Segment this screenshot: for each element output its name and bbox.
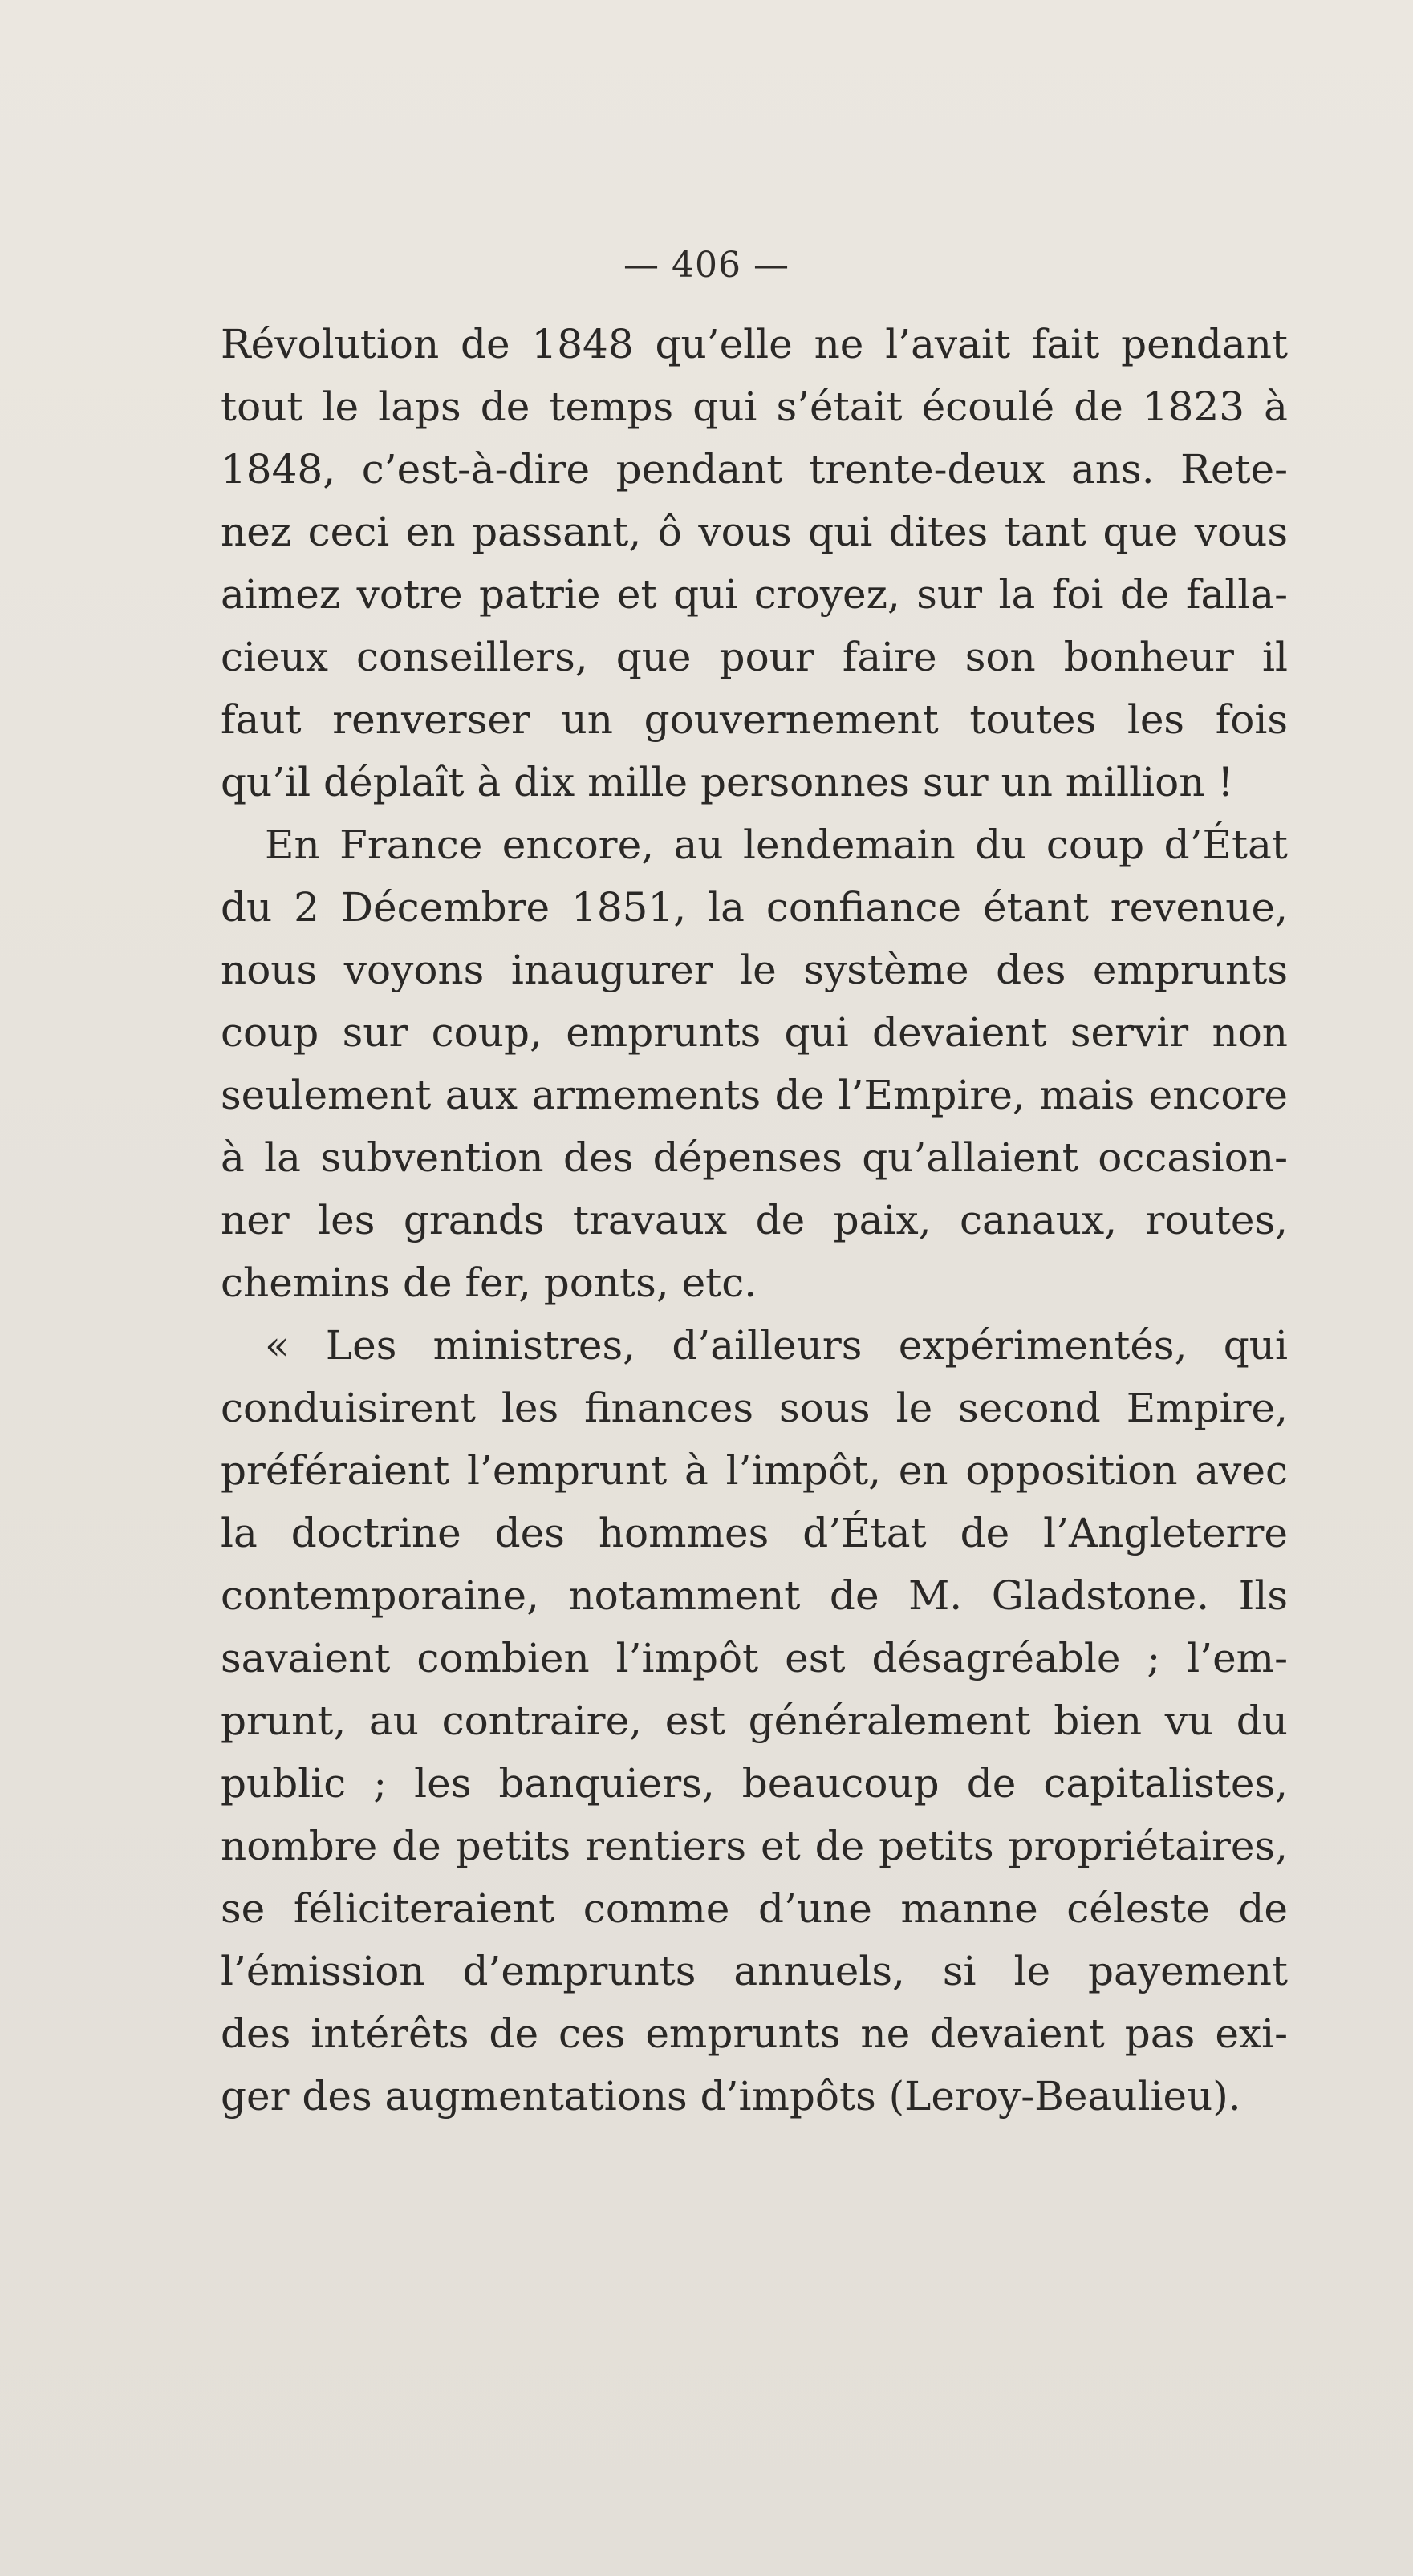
- text-line: prunt, au contraire, est généralement bien vu du: [221, 1698, 1288, 1744]
- text-line: contemporaine, notamment de M. Gladstone. Ils: [221, 1572, 1288, 1619]
- text-line: aimez votre patrie et qui croyez, sur la foi de falla-: [221, 571, 1288, 618]
- text-line: 1848, c’est-à-dire pendant trente-deux ans. Rete-: [221, 446, 1288, 493]
- text-line: ner les grands travaux de paix, canaux, routes,: [221, 1197, 1288, 1243]
- text-line: à la subvention des dépenses qu’allaient occasion-: [221, 1134, 1288, 1181]
- text-line: nous voyons inaugurer le système des emprunts: [221, 947, 1288, 993]
- text-line: « Les ministres, d’ailleurs expérimentés, qui: [265, 1322, 1288, 1369]
- text-line: public ; les banquiers, beaucoup de capitalistes,: [221, 1760, 1288, 1807]
- text-line: savaient combien l’impôt est désagréable ; l’em-: [221, 1635, 1288, 1681]
- text-line: seulement aux armements de l’Empire, mais encore: [221, 1072, 1288, 1118]
- body-text: [221, 313, 1288, 2128]
- text-line: coup sur coup, emprunts qui devaient servir non: [221, 1009, 1288, 1056]
- text-line: conduisirent les finances sous le second Empire,: [221, 1385, 1288, 1431]
- text-line: l’émission d’emprunts annuels, si le payement: [221, 1948, 1288, 1994]
- text-line: la doctrine des hommes d’État de l’Angleterre: [221, 1510, 1288, 1556]
- text-line: préféraient l’emprunt à l’impôt, en opposition avec: [221, 1447, 1288, 1494]
- text-line: tout le laps de temps qui s’était écoulé de 1823 à: [221, 383, 1288, 430]
- text-line: faut renverser un gouvernement toutes les fois: [221, 696, 1288, 743]
- text-line: Révolution de 1848 qu’elle ne l’avait fait pendant: [221, 321, 1288, 367]
- text-line: ger des augmentations d’impôts (Leroy-Beaulieu).: [221, 2073, 1241, 2120]
- text-line: chemins de fer, ponts, etc.: [221, 1260, 757, 1306]
- text-line: En France encore, au lendemain du coup d’État: [265, 821, 1288, 868]
- text-line: qu’il déplaît à dix mille personnes sur un million !: [221, 759, 1234, 805]
- text-line: nombre de petits rentiers et de petits propriétaires,: [221, 1823, 1288, 1869]
- text-line: nez ceci en passant, ô vous qui dites tant que vous: [221, 509, 1288, 555]
- text-line: des intérêts de ces emprunts ne devaient pas exi-: [221, 2010, 1288, 2057]
- text-line: du 2 Décembre 1851, la confiance étant revenue,: [221, 884, 1288, 931]
- text-line: cieux conseillers, que pour faire son bonheur il: [221, 634, 1288, 680]
- text-line: se féliciteraient comme d’une manne céleste de: [221, 1885, 1288, 1932]
- page-number: — 406 —: [623, 245, 790, 286]
